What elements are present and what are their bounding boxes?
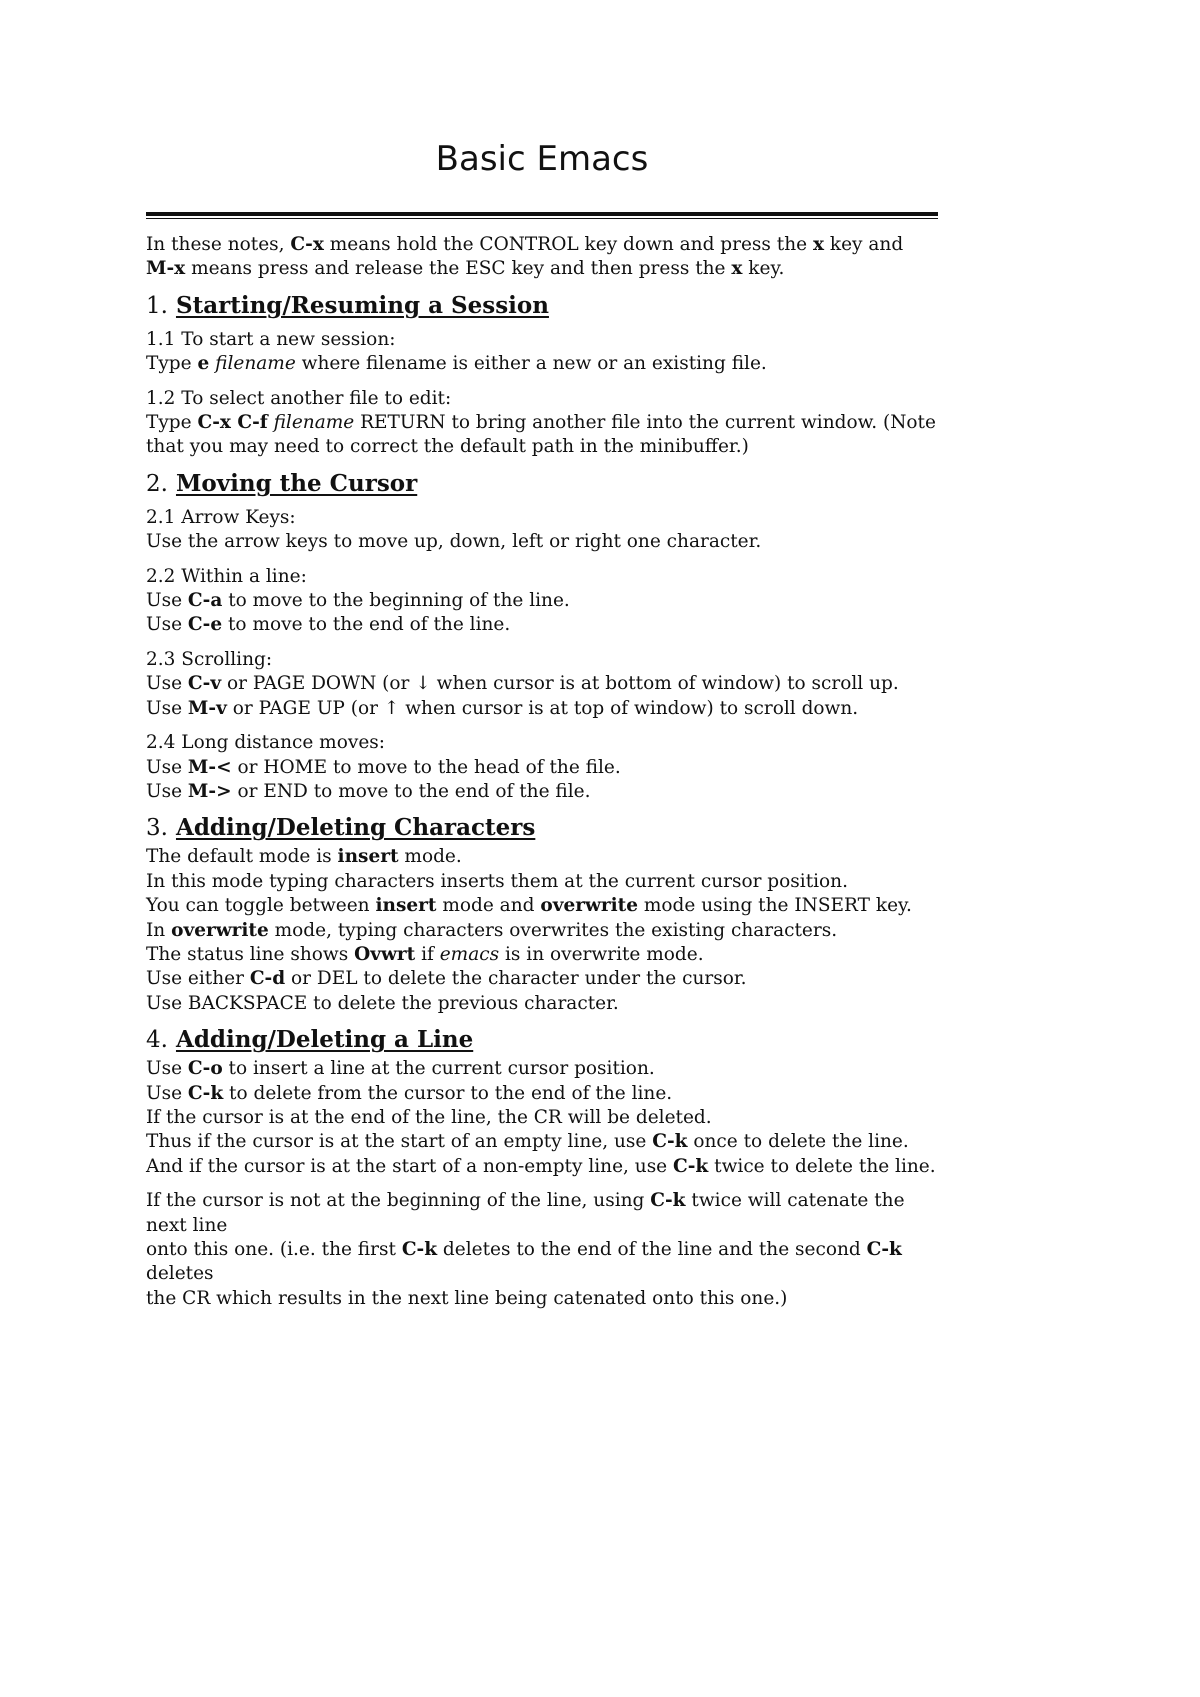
text: to move to the beginning of the line. — [222, 590, 570, 612]
section-title: Starting/Resuming a Session — [175, 291, 549, 319]
key-ca: C-a — [187, 590, 223, 612]
body-line — [146, 919, 938, 943]
key-cx: C-x — [290, 234, 324, 255]
emacs-name: emacs — [439, 943, 500, 965]
section-4-paragraph — [146, 1189, 938, 1311]
body-line: Use BACKSPACE to delete the previous character. — [146, 992, 619, 1014]
text: or END to move to the end of the file. — [231, 780, 591, 802]
text: deletes — [146, 1263, 214, 1285]
section-3-body — [146, 845, 938, 1016]
section-heading-4 — [146, 1025, 938, 1055]
section-title: Moving the Cursor — [175, 469, 418, 497]
subsection-heading: 2.3 Scrolling: — [146, 648, 273, 670]
key-ck: C-k — [650, 1190, 686, 1212]
body-line — [146, 780, 938, 804]
text: Use — [146, 673, 188, 695]
text: twice to delete the line. — [708, 1155, 936, 1177]
body-line — [146, 589, 938, 613]
title-rule-thick — [146, 212, 938, 216]
text: where filename is either a new or an existing file. — [295, 353, 767, 375]
text: Use — [146, 1058, 188, 1080]
body-line: In this mode typing characters inserts them at the current cursor position. — [146, 870, 848, 892]
key-cx-cf: C-x C-f — [197, 412, 268, 434]
key-m-greater: M-> — [187, 780, 232, 802]
text: deletes to the end of the line and the second — [437, 1239, 867, 1260]
text: Use — [146, 590, 188, 612]
text: or PAGE DOWN (or ↓ when cursor is at bottom of window) to scroll up. — [221, 673, 899, 695]
page-title: Basic Emacs — [435, 139, 649, 179]
section-4-body — [146, 1057, 938, 1179]
section-heading-1 — [146, 291, 938, 321]
status-ovwrt: Ovwrt — [354, 943, 416, 965]
key-mx: M-x — [146, 258, 186, 280]
text: You can toggle between — [146, 895, 376, 917]
body-line — [146, 411, 938, 435]
text: Type — [146, 353, 198, 375]
mode-insert: insert — [337, 846, 399, 868]
section-number: 1. — [146, 292, 168, 319]
subsection-heading: 2.1 Arrow Keys: — [146, 506, 296, 528]
section-number: 2. — [146, 470, 168, 497]
text: In these notes, — [146, 234, 291, 255]
body-line — [146, 1130, 938, 1154]
text: mode and — [436, 895, 541, 917]
body-line — [146, 1189, 938, 1238]
text: or DEL to delete the character under the cursor. — [285, 968, 747, 990]
key-ck: C-k — [673, 1155, 709, 1177]
subsection-2-2 — [146, 565, 938, 638]
key-m-less: M-< — [187, 756, 232, 778]
body-line — [146, 1238, 938, 1287]
key-cd: C-d — [249, 968, 286, 990]
text: Use — [146, 756, 188, 778]
key-ck: C-k — [652, 1131, 688, 1153]
body-line: that you may need to correct the default path in the minibuffer.) — [146, 436, 749, 458]
title-rule-thin — [146, 218, 938, 219]
text: means hold the CONTROL key down and press the — [323, 234, 813, 255]
text: If the cursor is not at the beginning of the line, using — [146, 1190, 651, 1212]
body-line: the CR which results in the next line being catenated onto this one.) — [146, 1287, 788, 1309]
body-line: If the cursor is at the end of the line, the CR will be deleted. — [146, 1106, 712, 1128]
filename-placeholder: filename — [215, 353, 296, 375]
text: The status line shows — [146, 943, 355, 965]
key-x: x — [731, 258, 743, 280]
body-line — [146, 1155, 938, 1179]
mode-overwrite: overwrite — [540, 895, 638, 917]
mode-overwrite: overwrite — [171, 919, 269, 941]
document-page — [146, 0, 938, 1311]
body-line: Use the arrow keys to move up, down, left or right one character. — [146, 531, 762, 553]
subsection-2-1 — [146, 506, 938, 555]
subsection-heading: 1.2 To select another file to edit: — [146, 387, 452, 409]
body-line — [146, 1057, 938, 1081]
body-line — [146, 697, 938, 721]
text: Use — [146, 1082, 188, 1104]
key-ck: C-k — [401, 1239, 438, 1260]
text: mode, typing characters overwrites the existing characters. — [268, 919, 838, 941]
subsection-1-1 — [146, 328, 938, 377]
subsection-2-4 — [146, 731, 938, 804]
section-number: 4. — [146, 1027, 168, 1054]
subsection-heading: 2.2 Within a line: — [146, 565, 307, 587]
section-title: Adding/Deleting a Line — [175, 1026, 474, 1054]
subsection-1-2 — [146, 387, 938, 460]
intro-line-1 — [146, 233, 938, 257]
text: Use — [146, 614, 188, 636]
intro-paragraph — [146, 233, 938, 282]
text: if — [415, 943, 440, 965]
subsection-heading: 2.4 Long distance moves: — [146, 732, 385, 754]
text: And if the cursor is at the start of a non-empty line, use — [146, 1155, 674, 1177]
text: means press and release the ESC key and then press the — [185, 258, 732, 280]
body-line — [146, 943, 938, 967]
section-title: Adding/Deleting Characters — [175, 814, 536, 842]
text: or HOME to move to the head of the file. — [231, 756, 621, 778]
text: Use — [146, 697, 188, 719]
text: Use either — [146, 968, 250, 990]
mode-insert: insert — [375, 895, 437, 917]
text: once to delete the line. — [687, 1131, 909, 1153]
section-heading-3 — [146, 813, 938, 843]
text: or PAGE UP (or ↑ when cursor is at top of window) to scroll down. — [226, 697, 859, 719]
body-line — [146, 845, 938, 869]
body-line — [146, 613, 938, 637]
body-line — [146, 894, 938, 918]
text: key and — [824, 234, 904, 255]
text: Thus if the cursor is at the start of an empty line, use — [146, 1131, 653, 1153]
text: mode. — [398, 846, 462, 868]
text: is in overwrite mode. — [499, 943, 704, 965]
body-line — [146, 352, 938, 376]
text: Use — [146, 780, 188, 802]
key-ck: C-k — [866, 1239, 902, 1260]
text: to insert a line at the current cursor position. — [222, 1058, 655, 1080]
section-number: 3. — [146, 815, 168, 842]
text: key. — [742, 258, 785, 280]
text: onto this one. (i.e. the first — [146, 1239, 402, 1260]
text: RETURN to bring another file into the current window. (Note — [354, 412, 936, 434]
subsection-2-3 — [146, 648, 938, 721]
text: The default mode is — [146, 846, 338, 868]
text: In — [146, 919, 172, 941]
key-x: x — [812, 234, 825, 255]
body-line — [146, 756, 938, 780]
key-co: C-o — [187, 1058, 223, 1080]
text: to delete from the cursor to the end of the line. — [223, 1082, 673, 1104]
filename-placeholder: filename — [273, 412, 355, 434]
key-ck: C-k — [187, 1082, 224, 1104]
body-line — [146, 672, 938, 696]
key-cv: C-v — [187, 673, 222, 695]
text: mode using the INSERT key. — [637, 895, 912, 917]
key-mv: M-v — [187, 697, 227, 719]
body-line — [146, 1082, 938, 1106]
key-ce: C-e — [187, 614, 223, 636]
text: to move to the end of the line. — [222, 614, 511, 636]
key-e: e — [197, 353, 210, 375]
subsection-heading: 1.1 To start a new session: — [146, 328, 396, 350]
body-line — [146, 967, 938, 991]
text: Type — [146, 412, 198, 434]
section-heading-2 — [146, 469, 938, 499]
intro-line-2 — [146, 257, 938, 281]
text: twice will catenate the next line — [146, 1190, 905, 1236]
